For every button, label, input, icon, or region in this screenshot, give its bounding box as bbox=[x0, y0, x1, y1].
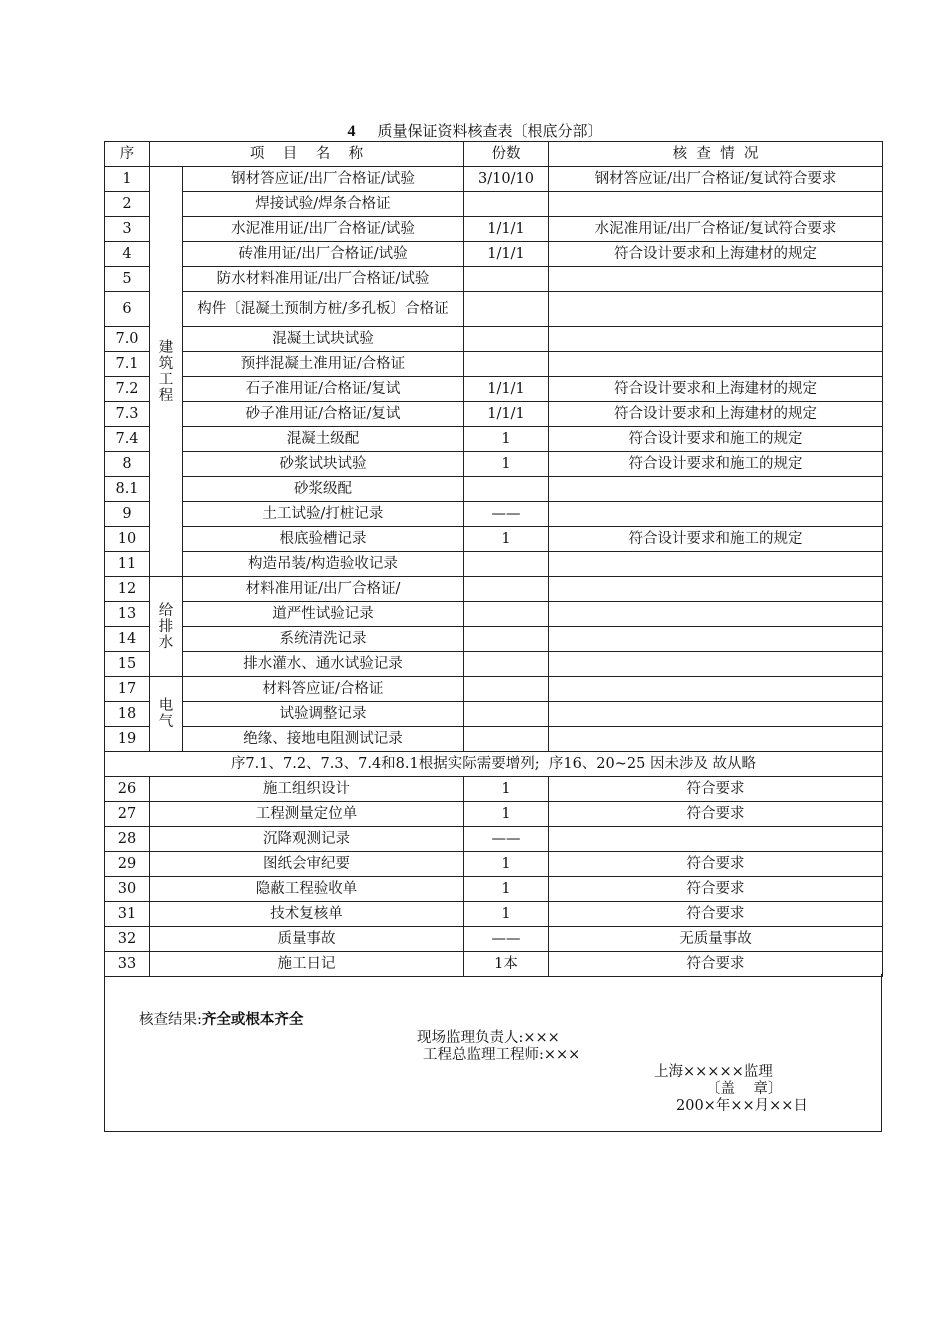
row-check bbox=[549, 627, 883, 652]
row-count: —— bbox=[464, 502, 549, 527]
row-check: 符合要求 bbox=[549, 952, 883, 977]
table-row bbox=[105, 327, 883, 352]
row-count: 1/1/1 bbox=[464, 402, 549, 427]
row-item: 石子准用证/合格证/复试 bbox=[183, 377, 464, 402]
row-item: 砖准用证/出厂合格证/试验 bbox=[183, 242, 464, 267]
row-check: 水泥准用证/出厂合格证/复试符合要求 bbox=[549, 217, 883, 242]
row-seq: 7.2 bbox=[105, 377, 150, 402]
row-seq: 12 bbox=[105, 577, 150, 602]
row-count: 1 bbox=[464, 452, 549, 477]
row-seq: 5 bbox=[105, 267, 150, 292]
row-count bbox=[464, 327, 549, 352]
supervision-company: 上海×××××监理 bbox=[654, 1064, 773, 1080]
row-check bbox=[549, 577, 883, 602]
site-supervisor: 现场监理负责人:××× bbox=[417, 1030, 560, 1046]
row-item: 沉降观测记录 bbox=[150, 827, 464, 852]
row-item: 土工试验/打桩记录 bbox=[183, 502, 464, 527]
section-drainage: 给 排 水 bbox=[150, 577, 183, 677]
table-row bbox=[105, 527, 883, 552]
row-check: 符合要求 bbox=[549, 777, 883, 802]
table-row bbox=[105, 552, 883, 577]
row-item: 排水灌水、通水试验记录 bbox=[183, 652, 464, 677]
row-seq: 29 bbox=[105, 852, 150, 877]
row-item: 根底验槽记录 bbox=[183, 527, 464, 552]
row-check bbox=[549, 727, 883, 752]
row-count: 1 bbox=[464, 802, 549, 827]
table-row bbox=[105, 852, 883, 877]
table-row bbox=[105, 877, 883, 902]
table-row bbox=[105, 727, 883, 752]
row-seq: 2 bbox=[105, 192, 150, 217]
row-item: 试验调整记录 bbox=[183, 702, 464, 727]
row-item: 道严性试验记录 bbox=[183, 602, 464, 627]
table-row bbox=[105, 827, 883, 852]
row-item: 混凝土级配 bbox=[183, 427, 464, 452]
row-seq: 9 bbox=[105, 502, 150, 527]
row-count: 1 bbox=[464, 527, 549, 552]
row-check bbox=[549, 602, 883, 627]
row-count bbox=[464, 652, 549, 677]
row-seq: 11 bbox=[105, 552, 150, 577]
row-check bbox=[549, 502, 883, 527]
row-item: 施工日记 bbox=[150, 952, 464, 977]
row-seq: 26 bbox=[105, 777, 150, 802]
row-item: 材料准用证/出厂合格证/ bbox=[183, 577, 464, 602]
row-count: 1/1/1 bbox=[464, 242, 549, 267]
table-row bbox=[105, 452, 883, 477]
row-item: 技术复核单 bbox=[150, 902, 464, 927]
row-item: 水泥准用证/出厂合格证/试验 bbox=[183, 217, 464, 242]
row-item: 图纸会审纪要 bbox=[150, 852, 464, 877]
note-row bbox=[105, 752, 883, 777]
row-item: 材料答应证/合格证 bbox=[183, 677, 464, 702]
row-check: 钢材答应证/出厂合格证/复试符合要求 bbox=[549, 167, 883, 192]
row-seq: 28 bbox=[105, 827, 150, 852]
table-row bbox=[105, 427, 883, 452]
row-count: 1/1/1 bbox=[464, 377, 549, 402]
row-item: 质量事故 bbox=[150, 927, 464, 952]
row-seq: 7.3 bbox=[105, 402, 150, 427]
row-item: 砂浆试块试验 bbox=[183, 452, 464, 477]
row-item: 焊接试验/焊条合格证 bbox=[183, 192, 464, 217]
row-seq: 17 bbox=[105, 677, 150, 702]
row-check: 无质量事故 bbox=[549, 927, 883, 952]
row-seq: 31 bbox=[105, 902, 150, 927]
table-row bbox=[105, 352, 883, 377]
row-count: 1 bbox=[464, 427, 549, 452]
row-check bbox=[549, 292, 883, 327]
row-check: 符合要求 bbox=[549, 852, 883, 877]
row-check: 符合要求 bbox=[549, 802, 883, 827]
row-check: 符合设计要求和上海建材的规定 bbox=[549, 402, 883, 427]
table-row bbox=[105, 292, 883, 327]
row-check: 符合要求 bbox=[549, 902, 883, 927]
table-title bbox=[0, 120, 950, 141]
row-check bbox=[549, 702, 883, 727]
result-label: 核查结果: bbox=[139, 1012, 202, 1028]
row-check bbox=[549, 827, 883, 852]
table-row bbox=[105, 677, 883, 702]
row-count bbox=[464, 627, 549, 652]
header-count: 份数 bbox=[464, 142, 549, 167]
row-count: 1 bbox=[464, 852, 549, 877]
row-seq: 6 bbox=[105, 292, 150, 327]
table-row bbox=[105, 402, 883, 427]
row-count: 1 bbox=[464, 902, 549, 927]
row-count: 3/10/10 bbox=[464, 167, 549, 192]
row-check bbox=[549, 267, 883, 292]
section-building: 建 筑 工 程 bbox=[150, 167, 183, 577]
table-row bbox=[105, 902, 883, 927]
row-check: 符合设计要求和施工的规定 bbox=[549, 527, 883, 552]
row-count bbox=[464, 602, 549, 627]
row-item: 系统清洗记录 bbox=[183, 627, 464, 652]
row-seq: 15 bbox=[105, 652, 150, 677]
table-note: 序7.1、7.2、7.3、7.4和8.1根据实际需要增列; 序16、20~25 因未涉及 故从略 bbox=[105, 752, 883, 777]
row-item: 钢材答应证/出厂合格证/试验 bbox=[183, 167, 464, 192]
row-check: 符合要求 bbox=[549, 877, 883, 902]
row-item: 隐蔽工程验收单 bbox=[150, 877, 464, 902]
row-seq: 7.1 bbox=[105, 352, 150, 377]
row-check bbox=[549, 677, 883, 702]
row-count: 1 bbox=[464, 877, 549, 902]
seal: 〔盖 章〕 bbox=[706, 1081, 783, 1097]
row-check bbox=[549, 652, 883, 677]
table-row bbox=[105, 377, 883, 402]
result-value: 齐全或根本齐全 bbox=[201, 1011, 304, 1028]
table-row bbox=[105, 267, 883, 292]
sign-date: 200×年××月××日 bbox=[676, 1098, 808, 1114]
row-check bbox=[549, 192, 883, 217]
table-row bbox=[105, 777, 883, 802]
table-row bbox=[105, 577, 883, 602]
row-check: 符合设计要求和施工的规定 bbox=[549, 427, 883, 452]
table-row bbox=[105, 242, 883, 267]
table-row bbox=[105, 652, 883, 677]
row-item: 砂子准用证/合格证/复试 bbox=[183, 402, 464, 427]
row-seq: 19 bbox=[105, 727, 150, 752]
row-seq: 7.4 bbox=[105, 427, 150, 452]
row-count: 1本 bbox=[464, 952, 549, 977]
row-item: 砂浆级配 bbox=[183, 477, 464, 502]
row-count bbox=[464, 267, 549, 292]
row-seq: 13 bbox=[105, 602, 150, 627]
row-seq: 33 bbox=[105, 952, 150, 977]
table-row bbox=[105, 952, 883, 977]
table-row bbox=[105, 217, 883, 242]
row-count bbox=[464, 677, 549, 702]
title-number: 4 bbox=[347, 123, 356, 140]
row-count bbox=[464, 477, 549, 502]
row-seq: 8.1 bbox=[105, 477, 150, 502]
row-item: 绝缘、接地电阻测试记录 bbox=[183, 727, 464, 752]
row-seq: 4 bbox=[105, 242, 150, 267]
row-check bbox=[549, 327, 883, 352]
row-count bbox=[464, 727, 549, 752]
table-row bbox=[105, 627, 883, 652]
row-item: 预拌混凝土准用证/合格证 bbox=[183, 352, 464, 377]
row-count bbox=[464, 352, 549, 377]
header-item: 项 目 名 称 bbox=[150, 142, 464, 167]
row-seq: 27 bbox=[105, 802, 150, 827]
check-result-section bbox=[104, 974, 882, 1132]
row-seq: 30 bbox=[105, 877, 150, 902]
header-row bbox=[105, 142, 883, 167]
title-text: 质量保证资料核查表〔根底分部〕 bbox=[377, 122, 603, 140]
table-row bbox=[105, 927, 883, 952]
row-seq: 1 bbox=[105, 167, 150, 192]
row-check bbox=[549, 477, 883, 502]
row-check: 符合设计要求和上海建材的规定 bbox=[549, 242, 883, 267]
row-item: 施工组织设计 bbox=[150, 777, 464, 802]
row-check: 符合设计要求和上海建材的规定 bbox=[549, 377, 883, 402]
table-row bbox=[105, 502, 883, 527]
row-item: 混凝土试块试验 bbox=[183, 327, 464, 352]
table-row bbox=[105, 802, 883, 827]
row-item: 构件〔混凝土预制方桩/多孔板〕合格证 bbox=[183, 292, 464, 327]
table-row bbox=[105, 477, 883, 502]
row-count bbox=[464, 577, 549, 602]
row-seq: 14 bbox=[105, 627, 150, 652]
row-count bbox=[464, 292, 549, 327]
table-row bbox=[105, 602, 883, 627]
row-seq: 8 bbox=[105, 452, 150, 477]
row-count: —— bbox=[464, 927, 549, 952]
chief-supervisor: 工程总监理工程师:××× bbox=[423, 1047, 581, 1063]
row-count: 1/1/1 bbox=[464, 217, 549, 242]
row-item: 工程测量定位单 bbox=[150, 802, 464, 827]
row-item: 构造吊装/构造验收记录 bbox=[183, 552, 464, 577]
row-seq: 3 bbox=[105, 217, 150, 242]
quality-check-table bbox=[104, 141, 883, 977]
table-row bbox=[105, 702, 883, 727]
row-check: 符合设计要求和施工的规定 bbox=[549, 452, 883, 477]
section-electric: 电 气 bbox=[150, 677, 183, 752]
table-row bbox=[105, 167, 883, 192]
row-check bbox=[549, 352, 883, 377]
header-seq: 序 bbox=[105, 142, 150, 167]
table-row bbox=[105, 192, 883, 217]
row-seq: 18 bbox=[105, 702, 150, 727]
row-count bbox=[464, 552, 549, 577]
row-seq: 10 bbox=[105, 527, 150, 552]
row-count bbox=[464, 192, 549, 217]
row-seq: 7.0 bbox=[105, 327, 150, 352]
row-item: 防水材料准用证/出厂合格证/试验 bbox=[183, 267, 464, 292]
row-seq: 32 bbox=[105, 927, 150, 952]
header-check: 核 查 情 况 bbox=[549, 142, 883, 167]
row-check bbox=[549, 552, 883, 577]
row-count: 1 bbox=[464, 777, 549, 802]
row-count bbox=[464, 702, 549, 727]
row-count: —— bbox=[464, 827, 549, 852]
